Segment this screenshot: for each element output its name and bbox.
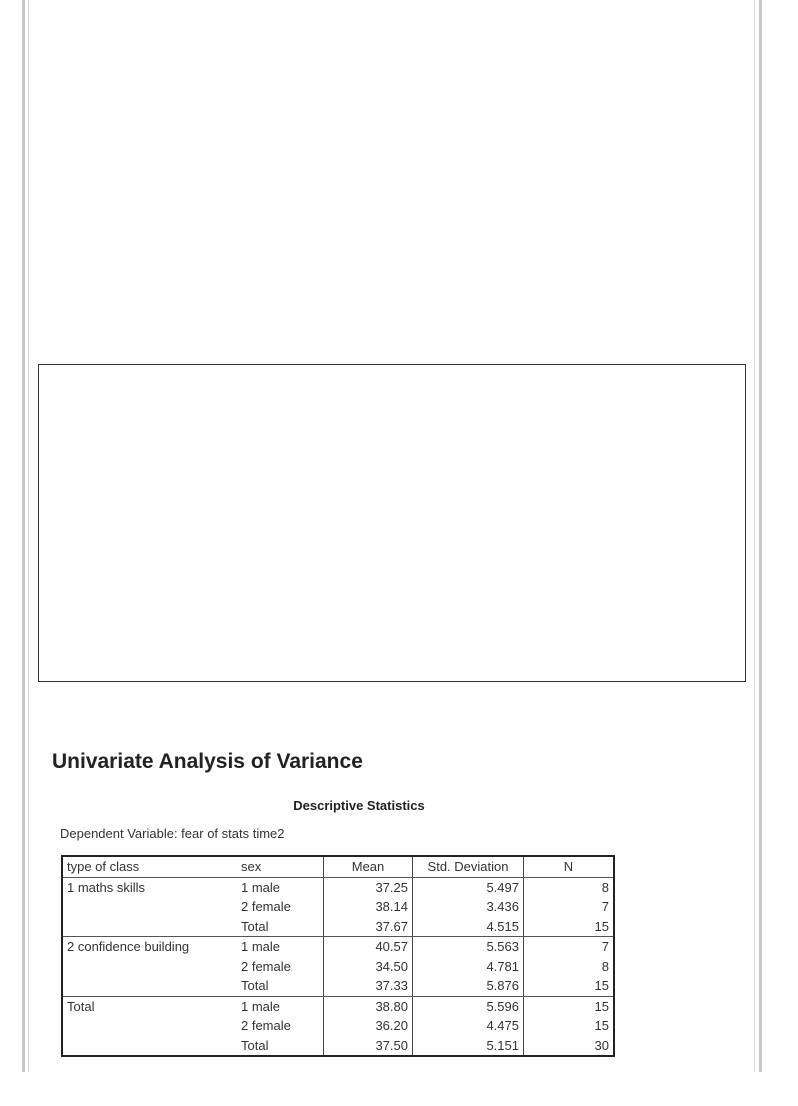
- n-cell: 15: [524, 917, 615, 937]
- blank-output-frame: [38, 364, 746, 682]
- right-margin-rule: [759, 0, 762, 1072]
- std-cell: 3.436: [413, 897, 524, 917]
- table-row: [62, 1036, 614, 1057]
- mean-cell: 37.50: [324, 1036, 413, 1057]
- group-label-empty: [62, 976, 237, 996]
- mean-cell: 37.25: [324, 877, 413, 897]
- mean-cell: 34.50: [324, 957, 413, 977]
- table-row: [62, 917, 614, 937]
- header-type-of-class: type of class: [62, 856, 237, 877]
- n-cell: 8: [601, 958, 609, 974]
- left-margin-rule: [22, 0, 25, 1072]
- mean-cell: 38.80: [324, 996, 413, 1016]
- std-cell: 5.151: [413, 1036, 524, 1057]
- group-label: 1 maths skills: [67, 879, 146, 895]
- header-n: N: [524, 856, 615, 877]
- header-sex: sex: [237, 856, 324, 877]
- table-row: [62, 976, 614, 996]
- right-margin-rule-inner: [754, 0, 755, 1072]
- sex-cell: 2 female: [237, 957, 324, 977]
- std-cell: 5.563: [413, 937, 524, 957]
- mean-cell: 37.67: [324, 917, 413, 937]
- std-cell: 4.475: [413, 1016, 524, 1036]
- std-cell: 5.876: [413, 976, 524, 996]
- descriptive-statistics-table: [61, 855, 615, 1057]
- sex-cell: 2 female: [237, 897, 324, 917]
- table-row: [62, 1016, 614, 1036]
- table-row: [62, 996, 614, 1016]
- mean-cell: 40.57: [324, 937, 413, 957]
- table-header-row: [62, 856, 614, 877]
- sex-cell: Total: [237, 1036, 324, 1057]
- group-label-empty: [62, 917, 237, 937]
- sex-cell: 1 male: [237, 877, 324, 897]
- mean-cell: 37.33: [324, 976, 413, 996]
- sex-cell: 1 male: [237, 937, 324, 957]
- group-label-empty: [62, 1036, 237, 1057]
- sex-cell: 2 female: [237, 1016, 324, 1036]
- table-row: [62, 937, 614, 957]
- table-row: [62, 957, 614, 977]
- n-cell: 30: [594, 1037, 609, 1053]
- std-cell: 4.781: [413, 957, 524, 977]
- group-label: 2 confidence building: [67, 939, 190, 954]
- std-cell: 4.515: [413, 917, 524, 937]
- table-title: Descriptive Statistics: [293, 798, 425, 813]
- group-label-empty: [62, 1016, 237, 1036]
- std-cell: 5.497: [413, 877, 524, 897]
- sex-cell: Total: [237, 976, 324, 996]
- sex-cell: 1 male: [237, 996, 324, 1016]
- page-heading: Univariate Analysis of Variance: [52, 750, 363, 773]
- group-label-empty: [62, 957, 237, 977]
- header-std-deviation: Std. Deviation: [413, 856, 524, 877]
- mean-cell: 36.20: [324, 1016, 413, 1036]
- n-cell: 7: [601, 899, 609, 914]
- n-cell: 15: [524, 976, 615, 996]
- mean-cell: 38.14: [324, 897, 413, 917]
- group-label-empty: [62, 897, 237, 917]
- table-row: [62, 897, 614, 917]
- n-cell: 7: [601, 939, 609, 954]
- sex-cell: Total: [237, 917, 324, 937]
- dependent-variable-caption: Dependent Variable: fear of stats time2: [60, 826, 285, 841]
- std-cell: 5.596: [413, 996, 524, 1016]
- left-margin-rule-inner: [28, 0, 29, 1072]
- header-mean: Mean: [324, 856, 413, 877]
- table-row: [62, 877, 614, 897]
- n-cell: 15: [594, 1018, 609, 1033]
- n-cell: 15: [594, 998, 609, 1014]
- n-cell: 8: [601, 879, 609, 895]
- group-label: Total: [67, 998, 95, 1014]
